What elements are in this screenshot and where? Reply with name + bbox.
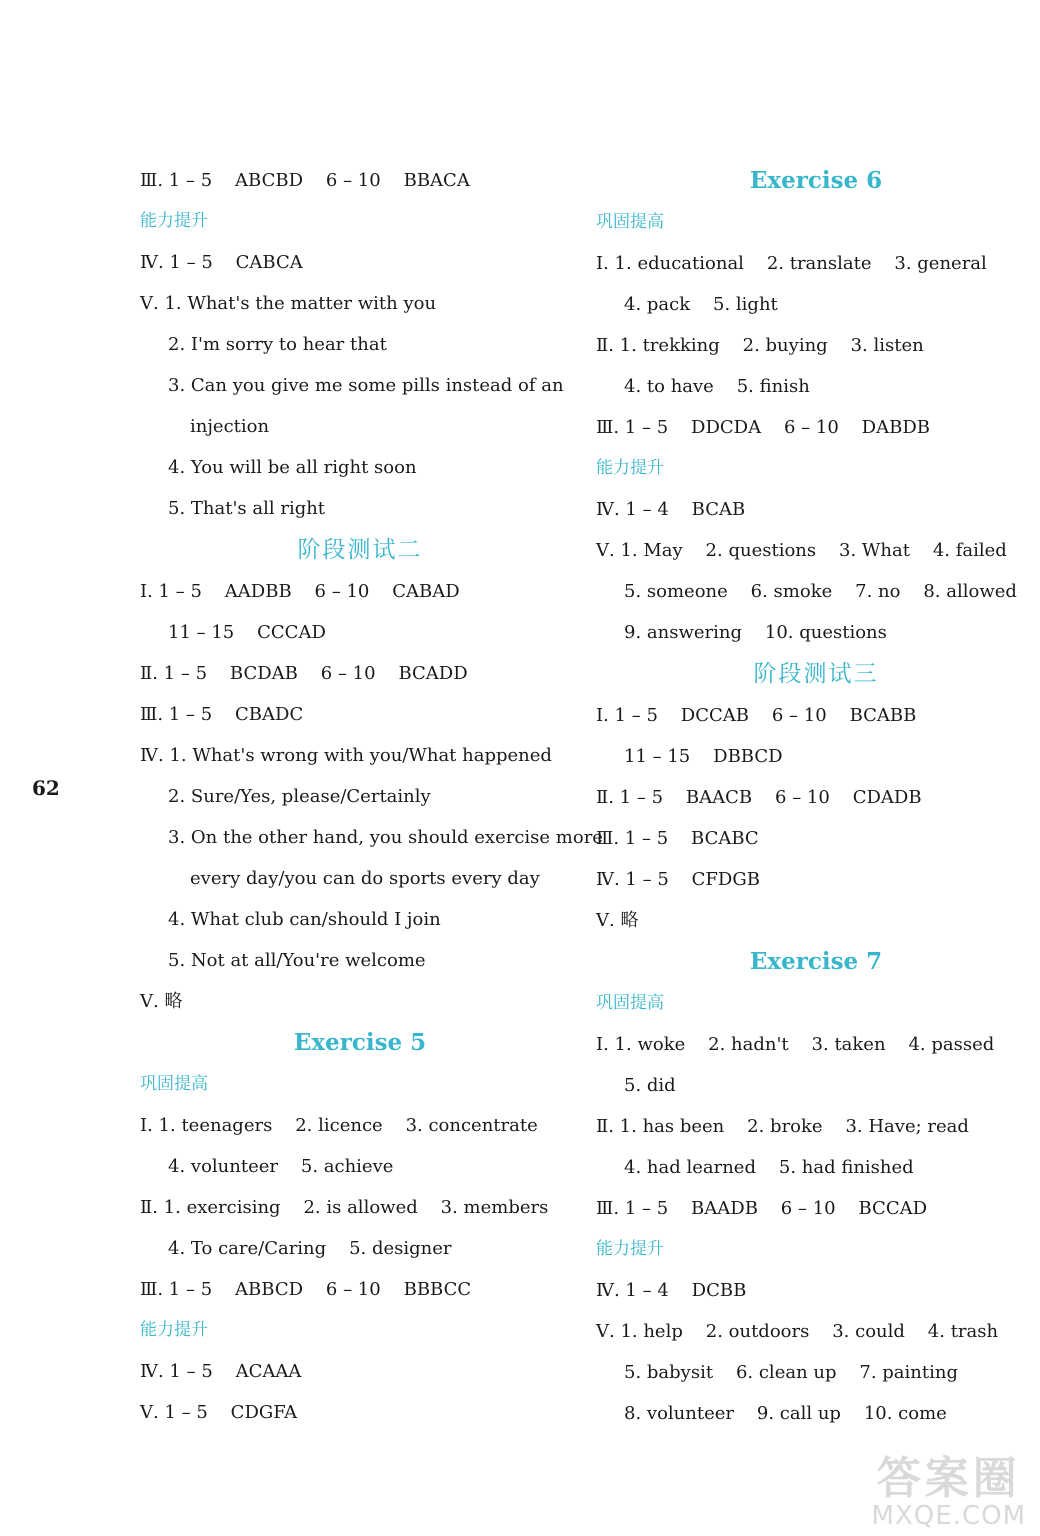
answer-line: 5. Not at all/You're welcome [168, 950, 426, 971]
section-heading: 阶段测试三 [753, 661, 879, 687]
subsection-label: 能力提升 [140, 1320, 208, 1340]
watermark-logo [871, 1453, 1026, 1531]
answer-line: Ⅴ. 1. May 2. questions 3. What 4. failed [596, 540, 1007, 561]
answer-line: 5. That's all right [168, 498, 326, 519]
section-heading: 阶段测试二 [297, 537, 423, 563]
answer-line: Ⅱ. 1. has been 2. broke 3. Have; read [596, 1116, 969, 1137]
section-heading: Exercise 7 [749, 948, 883, 975]
answer-line: Ⅳ. 1 – 4 BCAB [596, 499, 746, 520]
answer-line: Ⅳ. 1 – 4 DCBB [596, 1280, 747, 1301]
answer-line: Ⅲ. 1 – 5 ABCBD 6 – 10 BBACA [140, 170, 470, 191]
answer-line: 4. What club can/should I join [168, 909, 441, 930]
answer-line: 3. Can you give me some pills instead of an [168, 375, 564, 396]
answer-line: Ⅰ. 1 – 5 DCCAB 6 – 10 BCABB [596, 705, 917, 726]
answer-line: 2. Sure/Yes, please/Certainly [168, 786, 431, 807]
answer-line: Ⅲ. 1 – 5 BAADB 6 – 10 BCCAD [596, 1198, 928, 1219]
answer-line: every day/you can do sports every day [190, 868, 540, 889]
subsection-label: 巩固提高 [140, 1074, 208, 1094]
answer-line: 5. babysit 6. clean up 7. painting [624, 1362, 958, 1383]
answer-line: Ⅳ. 1 – 5 ACAAA [140, 1361, 302, 1382]
answer-line: Ⅴ. 1 – 5 CDGFA [140, 1402, 298, 1423]
subsection-label: 能力提升 [140, 211, 208, 231]
right-column [596, 160, 1036, 1434]
subsection-label: 巩固提高 [596, 993, 664, 1013]
answer-line: 4. To care/Caring 5. designer [168, 1238, 452, 1259]
answer-line: injection [190, 416, 270, 437]
answer-line: 4. to have 5. finish [624, 376, 810, 397]
section-heading: Exercise 6 [749, 167, 883, 194]
section-heading: Exercise 5 [293, 1029, 427, 1056]
left-column [140, 160, 603, 1433]
answer-line: 5. did [624, 1075, 676, 1096]
answer-line: 8. volunteer 9. call up 10. come [624, 1403, 947, 1424]
answer-line: Ⅱ. 1. exercising 2. is allowed 3. members [140, 1197, 549, 1218]
watermark-title: 答案圈 [876, 1453, 1021, 1504]
subsection-label: 能力提升 [596, 458, 664, 478]
answer-line: Ⅴ. 1. help 2. outdoors 3. could 4. trash [596, 1321, 999, 1342]
answer-line: Ⅱ. 1 – 5 BAACB 6 – 10 CDADB [596, 787, 922, 808]
answer-line: 4. pack 5. light [624, 294, 778, 315]
answer-line: Ⅳ. 1 – 5 CFDGB [596, 869, 760, 890]
answer-line: Ⅳ. 1. What's wrong with you/What happened [140, 745, 552, 766]
answer-line: 3. On the other hand, you should exercise more [168, 827, 603, 848]
subsection-label: 能力提升 [596, 1239, 664, 1259]
answer-line: Ⅰ. 1. woke 2. hadn't 3. taken 4. passed [596, 1034, 995, 1055]
answer-line: Ⅴ. 1. What's the matter with you [140, 293, 437, 314]
answer-line: Ⅰ. 1. teenagers 2. licence 3. concentrate [140, 1115, 538, 1136]
answer-line: Ⅲ. 1 – 5 ABBCD 6 – 10 BBBCC [140, 1279, 472, 1300]
answer-line: 5. someone 6. smoke 7. no 8. allowed [624, 581, 1017, 602]
answer-line: Ⅴ. 略 [140, 991, 183, 1012]
answer-line: Ⅰ. 1. educational 2. translate 3. general [596, 253, 987, 274]
answer-line: Ⅱ. 1. trekking 2. buying 3. listen [596, 335, 924, 356]
answer-line: 11 – 15 DBBCD [624, 746, 783, 767]
answer-line: 4. volunteer 5. achieve [168, 1156, 394, 1177]
watermark-url: MXQE.COM [871, 1501, 1026, 1531]
answer-line: Ⅲ. 1 – 5 BCABC [596, 828, 759, 849]
answer-line: 9. answering 10. questions [624, 622, 887, 643]
answer-line: Ⅴ. 略 [596, 910, 639, 931]
answer-line: Ⅲ. 1 – 5 CBADC [140, 704, 304, 725]
page-number: 62 [32, 776, 60, 800]
answer-line: 4. You will be all right soon [168, 457, 417, 478]
answer-line: Ⅰ. 1 – 5 AADBB 6 – 10 CABAD [140, 581, 460, 602]
answer-line: 4. had learned 5. had finished [624, 1157, 914, 1178]
answer-line: Ⅱ. 1 – 5 BCDAB 6 – 10 BCADD [140, 663, 468, 684]
answer-line: 2. I'm sorry to hear that [168, 334, 387, 355]
subsection-label: 巩固提高 [596, 212, 664, 232]
answer-line: Ⅳ. 1 – 5 CABCA [140, 252, 303, 273]
answer-line: 11 – 15 CCCAD [168, 622, 326, 643]
answer-line: Ⅲ. 1 – 5 DDCDA 6 – 10 DABDB [596, 417, 930, 438]
